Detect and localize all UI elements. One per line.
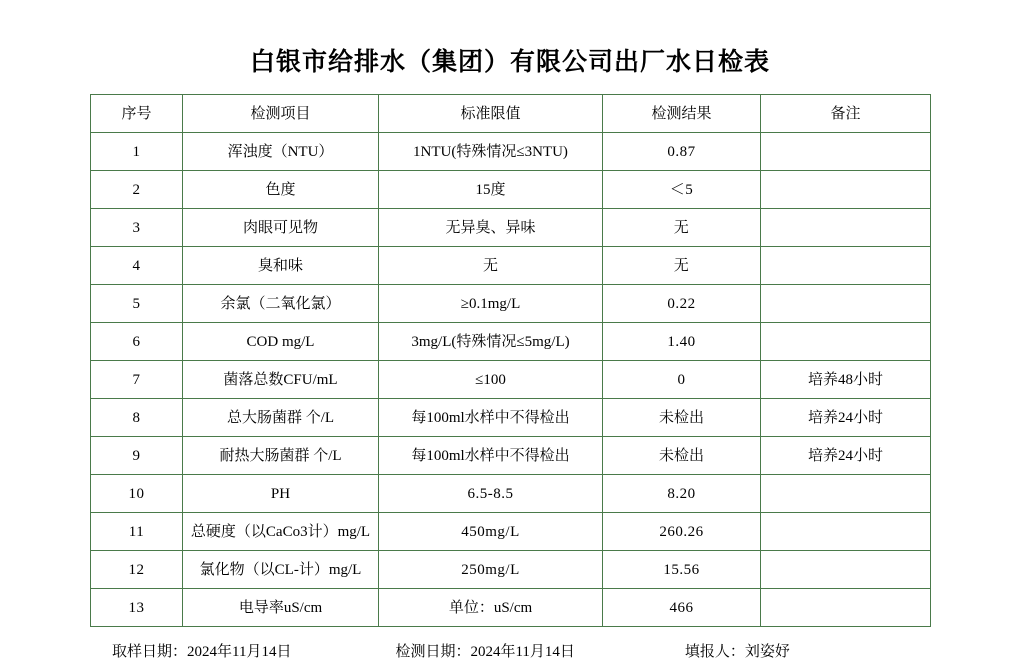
cell-seq: 10 bbox=[91, 475, 183, 513]
table-row bbox=[91, 399, 931, 437]
cell-remark bbox=[761, 589, 931, 627]
cell-seq: 8 bbox=[91, 399, 183, 437]
cell-seq: 6 bbox=[91, 323, 183, 361]
cell-remark bbox=[761, 513, 931, 551]
cell-seq: 3 bbox=[91, 209, 183, 247]
cell-limit: 250mg/L bbox=[379, 551, 603, 589]
table-row bbox=[91, 437, 931, 475]
cell-item: 余氯（二氧化氯） bbox=[183, 285, 379, 323]
table-row bbox=[91, 361, 931, 399]
cell-seq: 13 bbox=[91, 589, 183, 627]
table-container bbox=[90, 94, 930, 627]
cell-limit: 无异臭、异味 bbox=[379, 209, 603, 247]
cell-remark bbox=[761, 285, 931, 323]
cell-result: 15.56 bbox=[603, 551, 761, 589]
cell-item: PH bbox=[183, 475, 379, 513]
cell-seq: 12 bbox=[91, 551, 183, 589]
table-row bbox=[91, 209, 931, 247]
table-row bbox=[91, 589, 931, 627]
table-row bbox=[91, 475, 931, 513]
cell-limit: 1NTU(特殊情况≤3NTU) bbox=[379, 133, 603, 171]
test-date: 检测日期：2024年11月14日 bbox=[395, 644, 575, 660]
cell-remark: 培养24小时 bbox=[761, 399, 931, 437]
table-row bbox=[91, 513, 931, 551]
cell-result: 0 bbox=[603, 361, 761, 399]
cell-item: 臭和味 bbox=[183, 247, 379, 285]
table-row bbox=[91, 285, 931, 323]
cell-remark bbox=[761, 247, 931, 285]
cell-remark bbox=[761, 475, 931, 513]
cell-item: 菌落总数CFU/mL bbox=[183, 361, 379, 399]
cell-limit: 每100ml水样中不得检出 bbox=[379, 399, 603, 437]
cell-limit: 3mg/L(特殊情况≤5mg/L) bbox=[379, 323, 603, 361]
cell-item: 浑浊度（NTU） bbox=[183, 133, 379, 171]
cell-result: 0.22 bbox=[603, 285, 761, 323]
cell-limit: 单位：uS/cm bbox=[379, 589, 603, 627]
cell-item: 色度 bbox=[183, 171, 379, 209]
cell-remark bbox=[761, 551, 931, 589]
cell-seq: 1 bbox=[91, 133, 183, 171]
cell-seq: 5 bbox=[91, 285, 183, 323]
cell-result: 8.20 bbox=[603, 475, 761, 513]
table-row bbox=[91, 323, 931, 361]
cell-seq: 11 bbox=[91, 513, 183, 551]
column-header-item: 检测项目 bbox=[183, 95, 379, 133]
water-quality-table bbox=[90, 94, 931, 627]
column-header-result: 检测结果 bbox=[603, 95, 761, 133]
table-row bbox=[91, 247, 931, 285]
cell-item: 氯化物（以CL-计）mg/L bbox=[183, 551, 379, 589]
cell-result: 未检出 bbox=[603, 437, 761, 475]
cell-result: 1.40 bbox=[603, 323, 761, 361]
cell-limit: 每100ml水样中不得检出 bbox=[379, 437, 603, 475]
cell-limit: 15度 bbox=[379, 171, 603, 209]
cell-limit: ≤100 bbox=[379, 361, 603, 399]
table-head bbox=[91, 95, 931, 133]
cell-remark bbox=[761, 209, 931, 247]
cell-remark bbox=[761, 323, 931, 361]
cell-result: 466 bbox=[603, 589, 761, 627]
cell-item: 耐热大肠菌群 个/L bbox=[183, 437, 379, 475]
cell-limit: 无 bbox=[379, 247, 603, 285]
cell-remark bbox=[761, 171, 931, 209]
cell-item: 总大肠菌群 个/L bbox=[183, 399, 379, 437]
table-header-row bbox=[91, 95, 931, 133]
column-header-seq: 序号 bbox=[91, 95, 183, 133]
cell-result: 未检出 bbox=[603, 399, 761, 437]
cell-seq: 7 bbox=[91, 361, 183, 399]
table-row bbox=[91, 133, 931, 171]
cell-remark bbox=[761, 133, 931, 171]
report-footer bbox=[90, 627, 930, 661]
cell-result: 260.26 bbox=[603, 513, 761, 551]
column-header-limit: 标准限值 bbox=[379, 95, 603, 133]
cell-limit: 6.5-8.5 bbox=[379, 475, 603, 513]
page-title: 白银市给排水（集团）有限公司出厂水日检表 bbox=[249, 49, 770, 76]
cell-remark: 培养24小时 bbox=[761, 437, 931, 475]
cell-result: ＜5 bbox=[603, 171, 761, 209]
cell-item: COD mg/L bbox=[183, 323, 379, 361]
cell-item: 总硬度（以CaCo3计）mg/L bbox=[183, 513, 379, 551]
table-body bbox=[91, 133, 931, 627]
cell-result: 无 bbox=[603, 247, 761, 285]
cell-seq: 2 bbox=[91, 171, 183, 209]
cell-seq: 9 bbox=[91, 437, 183, 475]
sample-date: 取样日期：2024年11月14日 bbox=[112, 644, 292, 660]
cell-seq: 4 bbox=[91, 247, 183, 285]
cell-remark: 培养48小时 bbox=[761, 361, 931, 399]
column-header-remark: 备注 bbox=[761, 95, 931, 133]
cell-limit: 450mg/L bbox=[379, 513, 603, 551]
cell-limit: ≥0.1mg/L bbox=[379, 285, 603, 323]
cell-item: 电导率uS/cm bbox=[183, 589, 379, 627]
table-row bbox=[91, 551, 931, 589]
reporter-name: 填报人：刘姿妤 bbox=[684, 644, 790, 660]
table-row bbox=[91, 171, 931, 209]
cell-result: 0.87 bbox=[603, 133, 761, 171]
cell-item: 肉眼可见物 bbox=[183, 209, 379, 247]
cell-result: 无 bbox=[603, 209, 761, 247]
